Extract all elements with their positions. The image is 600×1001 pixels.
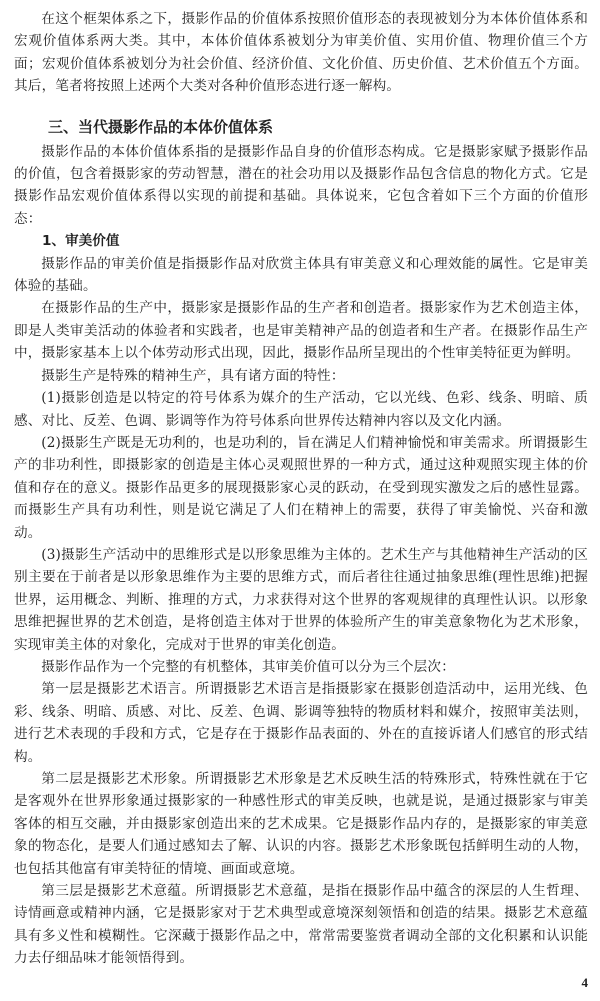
body-paragraph: 摄影作品作为一个完整的有机整体，其审美价值可以分为三个层次：	[41, 658, 455, 675]
body-paragraph: 第一层是摄影艺术语言。所谓摄影艺术语言是指摄影家在摄影创造活动中，运用光线、色彩、线条、明暗、质感、对比、反差、色调、影调等独特的物质材料和媒介，按照审美法则，进行艺术表现的手段和方式，它是存在于摄影作品表面的、外在的直接诉诸人们感官的形式结构。	[14, 681, 588, 765]
body-paragraph: 在摄影作品的生产中，摄影家是摄影作品的生产者和创造者。摄影家作为艺术创造主体，即是人类审美活动的体验者和实践者，也是审美精神产品的创造者和生产者。在摄影作品生产中，摄影家基本上以个体劳动形式出现，因此，摄影作品所呈现出的个性审美特征更为鲜明。	[14, 300, 588, 362]
body-paragraph: (2)摄影生产既是无功利的，也是功利的，旨在满足人们精神愉悦和审美需求。所谓摄影生产的非功利性，即摄影家的创造是主体心灵观照世界的一种方式，通过这种观照实现主体的价值和存在的意义。摄影作品更多的展现摄影家心灵的跃动，在受到现实激发之后的感性显露。而摄影生产具有功利性，则是说它满足了人们在精神上的需要，获得了审美愉悦、兴奋和激动。	[14, 434, 588, 541]
subsection-title: 1、审美价值	[42, 233, 120, 250]
intro-paragraph: 在这个框架体系之下，摄影作品的价值体系按照价值形态的表现被划分为本体价值体系和宏观价值体系两大类。其中，本体价值体系被划分为审美价值、实用价值、物理价值三个方面；宏观价值体系被划分为社会价值、经济价值、文化价值、历史价值、艺术价值五个方面。其后，笔者将按照上述两个大类对各种价值形态进行逐一解构。	[14, 11, 588, 95]
body-paragraph: 摄影生产是特殊的精神生产，具有诸方面的特性：	[41, 367, 345, 384]
document-page	[14, 8, 588, 970]
body-paragraph: 第三层是摄影艺术意蕴。所谓摄影艺术意蕴，是指在摄影作品中蕴含的深层的人生哲理、诗情画意或精神内涵，它是摄影家对于艺术典型或意境深刻领悟和创造的结果。摄影艺术意蕴具有多义性和模糊性。它深藏于摄影作品之中，常常需要鉴赏者调动全部的文化积累和认识能力去仔细品味才能领悟得到。	[14, 883, 588, 967]
section-title: 三、当代摄影作品的本体价值体系	[48, 117, 274, 136]
section-intro-paragraph: 摄影作品的本体价值体系指的是摄影作品自身的价值形态构成。它是摄影家赋予摄影作品的价值，包含着摄影家的劳动智慧，潜在的社会功用以及摄影作品包含信息的物化方式。它是摄影作品宏观价值体系得以实现的前提和基础。具体说来，它包含着如下三个方面的价值形态：	[14, 143, 588, 227]
body-paragraph: 摄影作品的审美价值是指摄影作品对欣赏主体具有审美意义和心理效能的属性。它是审美体验的基础。	[14, 255, 588, 295]
body-paragraph: (3)摄影生产活动中的思维形式是以形象思维为主体的。艺术生产与其他精神生产活动的区别主要在于前者是以形象思维作为主要的思维方式，而后者往往通过抽象思维(理性思维)把握世界，运用概念、判断、推理的方式，力求获得对这个世界的客观规律的真理性认识。以形象思维把握世界的艺术创造，是将创造主体对于世界的体验所产生的审美意象物化为艺术形象，实现审美主体的对象化，完成对于世界的审美化创造。	[14, 546, 588, 653]
body-paragraph: 第二层是摄影艺术形象。所谓摄影艺术形象是艺术反映生活的特殊形式，特殊性就在于它是客观外在世界形象通过摄影家的一种感性形式的审美反映，也就是说，是通过摄影家与审美客体的相互交融，并由摄影家创造出来的艺术成果。它是摄影作品内存的，是摄影家的审美意象的物态化，是要人们通过感知去了解、认识的内容。摄影艺术形象既包括鲜明生动的人物，也包括其他富有审美特征的情境、画面或意境。	[14, 771, 588, 877]
page-number: 4	[581, 975, 588, 990]
body-paragraph: (1)摄影创造是以特定的符号体系为媒介的生产活动，它以光线、色彩、线条、明暗、质感、对比、反差、色调、影调等作为符号体系向世界传达精神内容以及文化内涵。	[14, 390, 588, 429]
